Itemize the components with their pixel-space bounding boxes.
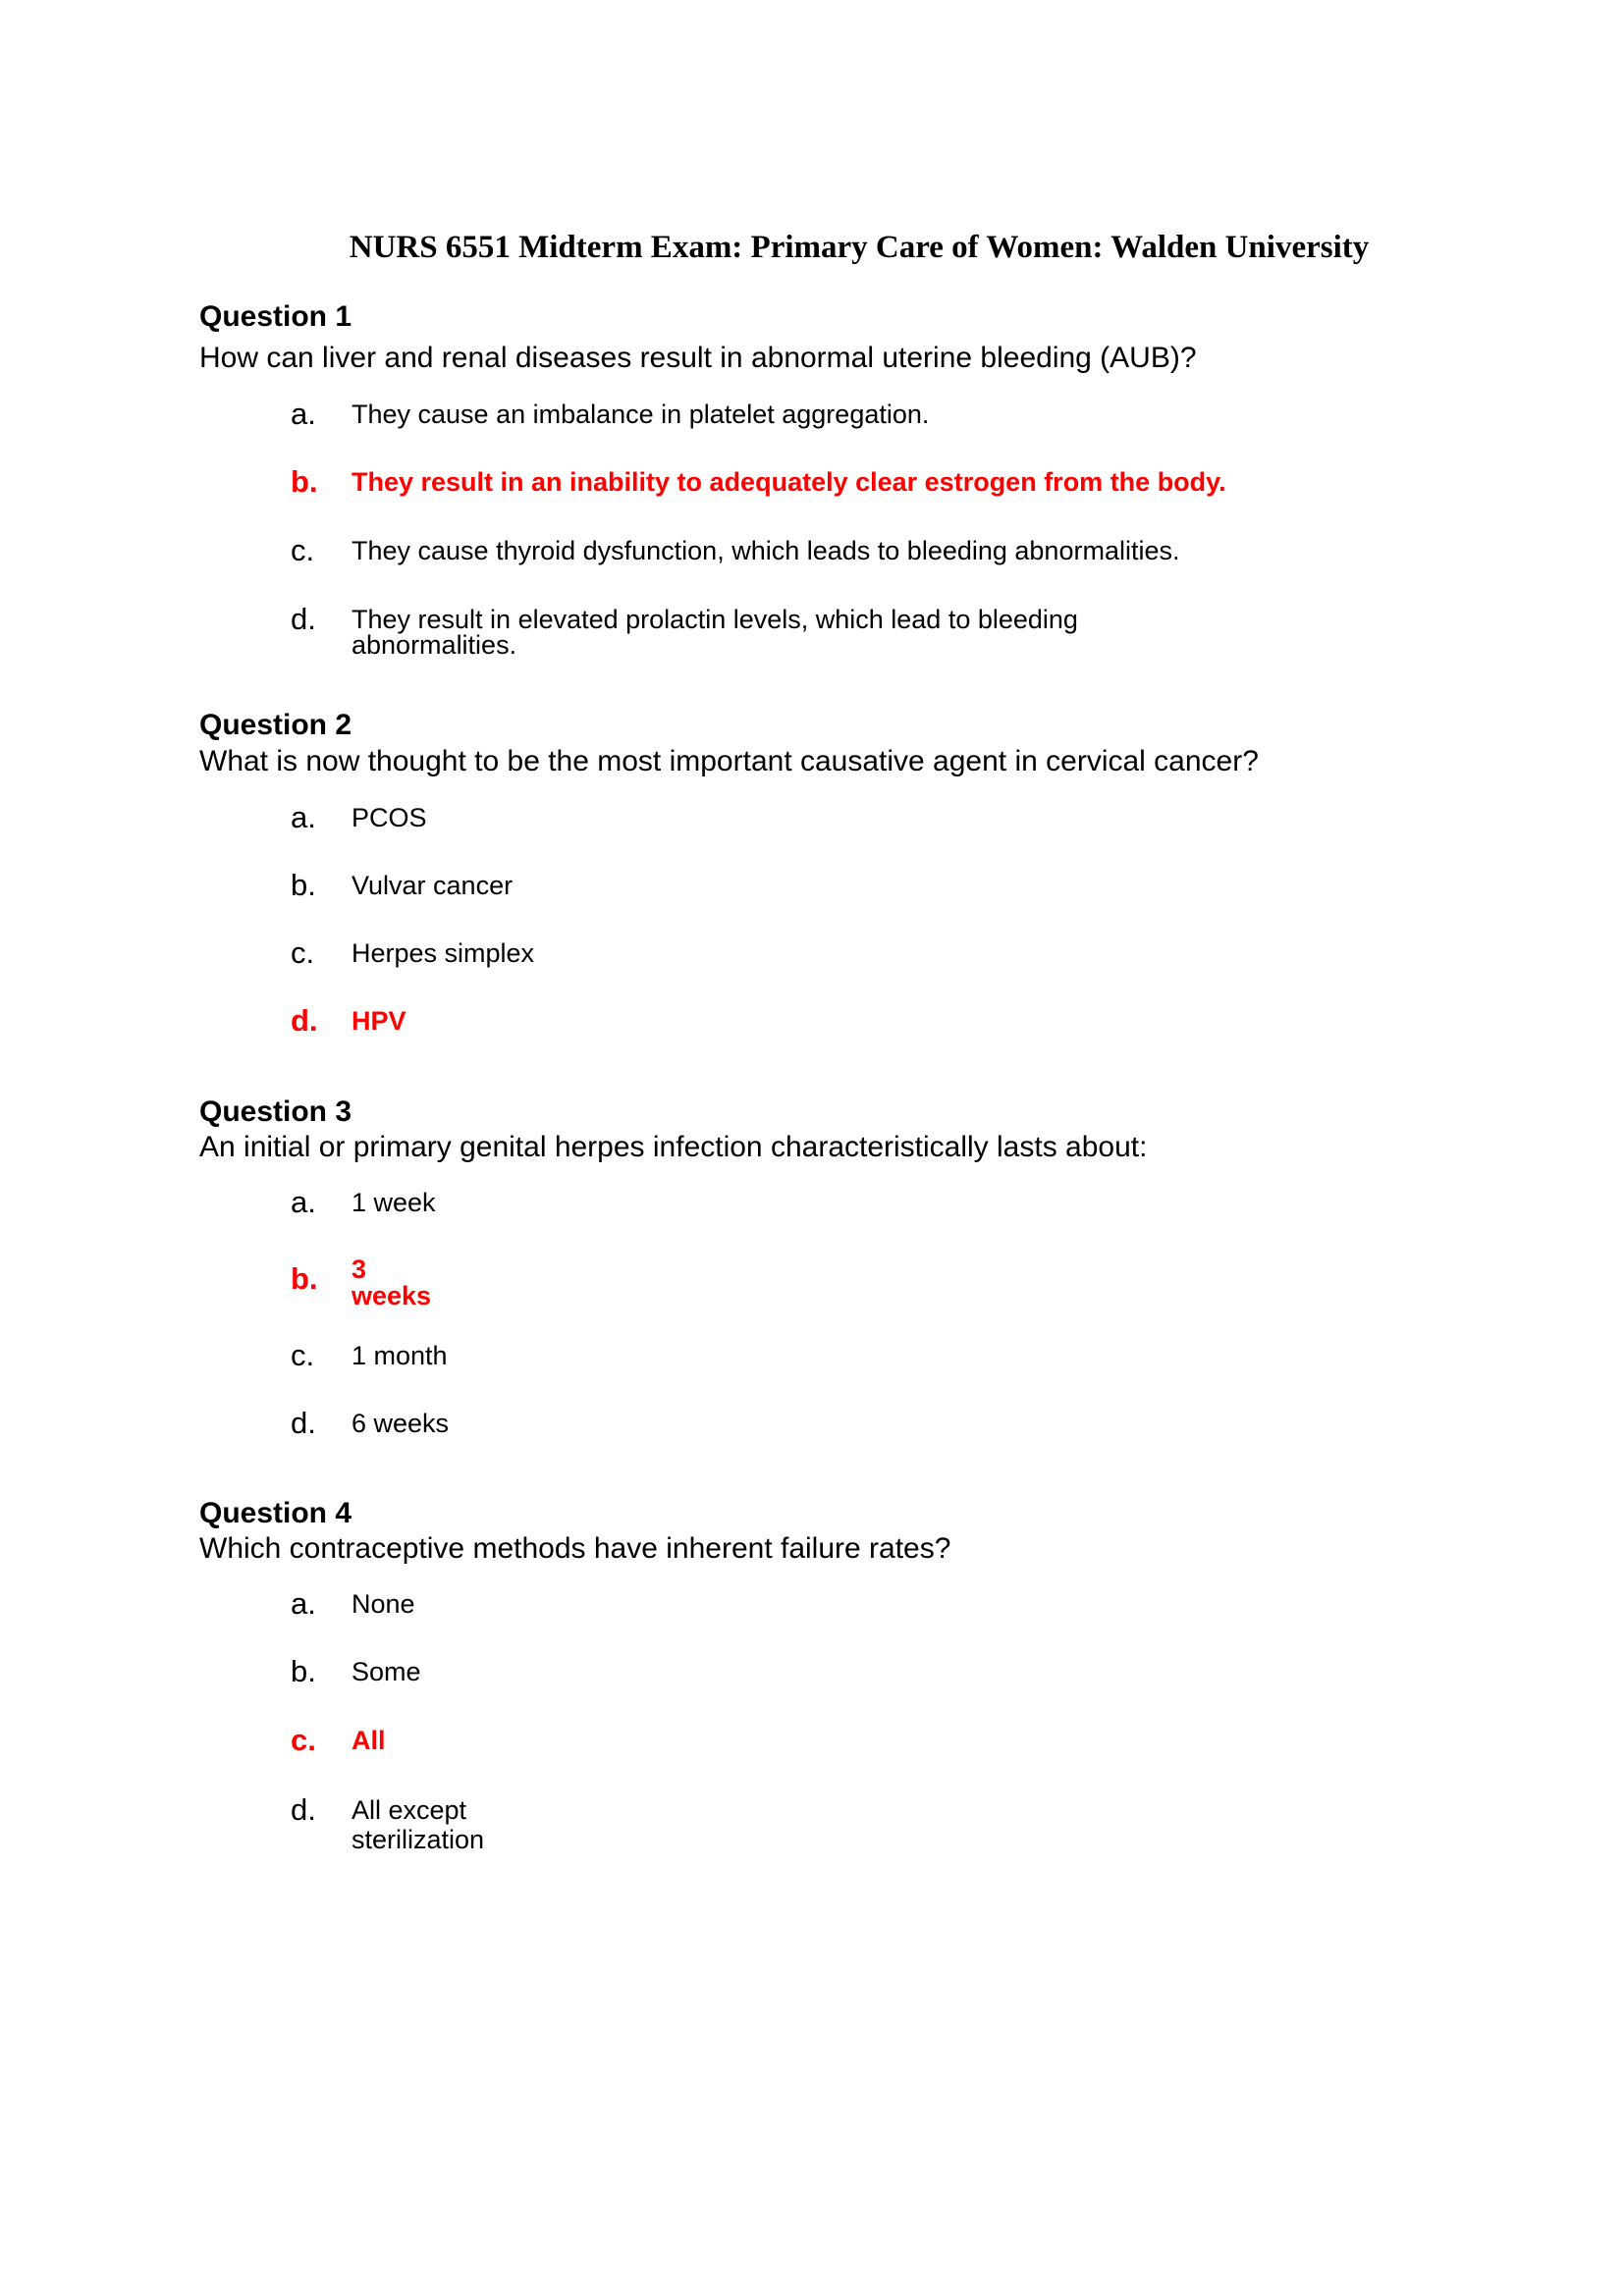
document-title: NURS 6551 Midterm Exam: Primary Care of Women: Walden University	[349, 230, 1370, 265]
question-heading: Question 1	[199, 300, 352, 333]
option-letter: c.	[291, 935, 315, 970]
option-letter: a.	[291, 397, 316, 431]
option-text: 6 weeks	[352, 1409, 450, 1438]
option-letter: c.	[291, 533, 315, 567]
option-text: All except	[352, 1795, 467, 1825]
option-letter: d.	[291, 1792, 316, 1827]
question-text: An initial or primary genital herpes infection characteristically lasts about:	[199, 1131, 1148, 1163]
option-text: PCOS	[352, 803, 427, 832]
option-letter: c.	[291, 1338, 315, 1372]
option-letter-correct: b.	[291, 464, 318, 499]
option-text-correct: HPV	[352, 1006, 406, 1036]
question-text: What is now thought to be the most important causative agent in cervical cancer?	[199, 745, 1259, 777]
option-text: 1 month	[352, 1341, 448, 1370]
option-letter-correct: d.	[291, 1003, 318, 1038]
option-letter: a.	[291, 1586, 316, 1621]
option-letter: a.	[291, 800, 316, 834]
option-text: 1 week	[352, 1188, 436, 1217]
option-letter: d.	[291, 602, 316, 636]
option-letter: a.	[291, 1185, 316, 1219]
option-text-correct: All	[352, 1726, 386, 1755]
option-text: They cause an imbalance in platelet aggregation.	[352, 400, 930, 429]
option-text-correct: They result in an inability to adequately clear estrogen from the body.	[352, 467, 1226, 497]
option-text-continued: sterilization	[352, 1825, 485, 1854]
option-text-correct: 3	[352, 1255, 367, 1284]
question-text: Which contraceptive methods have inherent failure rates?	[199, 1532, 951, 1565]
option-letter: b.	[291, 1654, 316, 1688]
question-heading: Question 4	[199, 1497, 352, 1529]
option-text: Some	[352, 1657, 421, 1686]
option-text-correct-continued: weeks	[352, 1281, 432, 1310]
option-letter-correct: c.	[291, 1723, 316, 1757]
question-text: How can liver and renal diseases result in abnormal uterine bleeding (AUB)?	[199, 342, 1197, 374]
option-text: They cause thyroid dysfunction, which leads to bleeding abnormalities.	[352, 536, 1180, 565]
option-text: None	[352, 1589, 415, 1619]
option-text-continued: abnormalities.	[352, 630, 517, 660]
option-text: Vulvar cancer	[352, 871, 514, 900]
question-heading: Question 2	[199, 709, 352, 741]
option-letter: b.	[291, 868, 316, 902]
option-text: Herpes simplex	[352, 938, 535, 968]
question-heading: Question 3	[199, 1095, 352, 1128]
option-letter-correct: b.	[291, 1261, 318, 1296]
option-letter: d.	[291, 1406, 316, 1440]
option-text: They result in elevated prolactin levels, which lead to bleeding	[352, 605, 1078, 634]
